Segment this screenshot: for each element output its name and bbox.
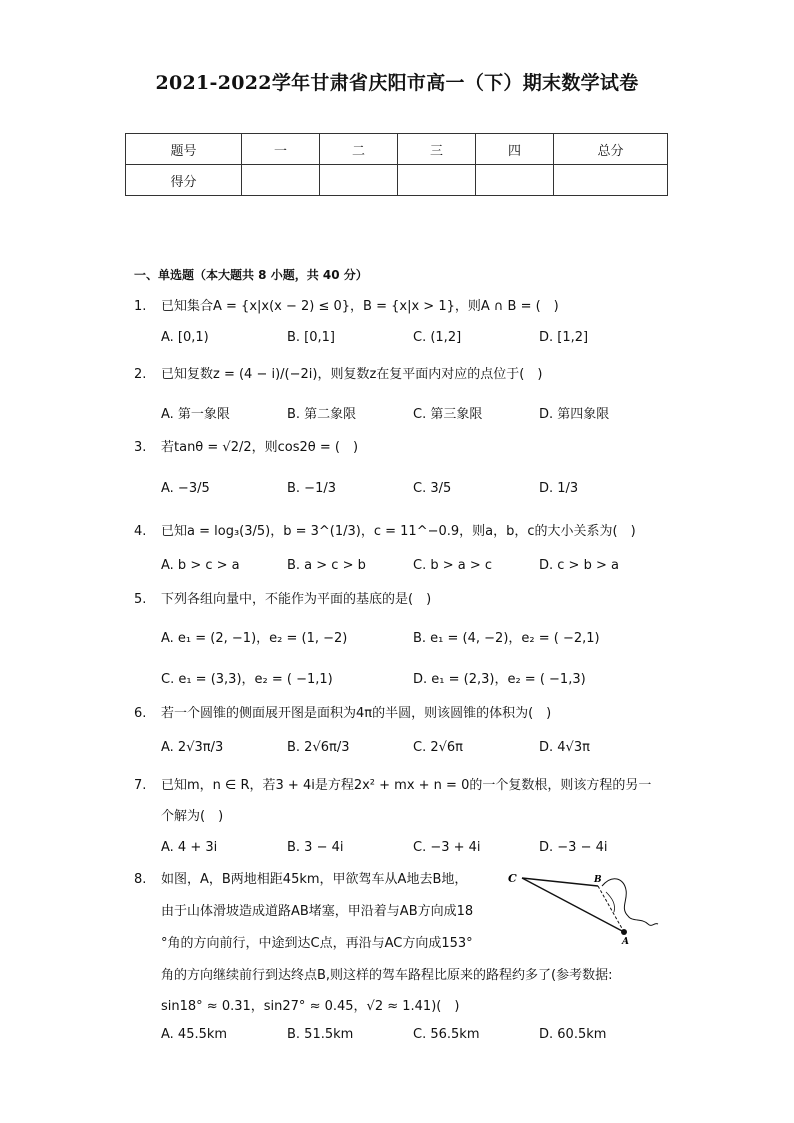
question-number: 3. xyxy=(134,440,147,455)
question-stem: 已知复数z = (4 − i)/(−2i)，则复数z在复平面内对应的点位于( ) xyxy=(161,367,543,382)
question-7 xyxy=(134,776,651,796)
route-diagram xyxy=(502,866,662,946)
score-header-cell: 题号 xyxy=(126,134,242,165)
option-a: A. [0,1) xyxy=(161,330,209,345)
option-b: B. [0,1] xyxy=(287,330,336,345)
option-d: D. −3 − 4i xyxy=(539,840,608,855)
question-1 xyxy=(134,297,559,317)
mountain-detail xyxy=(606,892,615,912)
score-table-score-row xyxy=(126,165,668,196)
question-stem: 若tanθ = √2/2，则cos2θ = ( ) xyxy=(161,440,359,455)
option-a: A. 第一象限 xyxy=(161,407,230,422)
option-d: D. 第四象限 xyxy=(539,407,610,422)
score-cell xyxy=(398,165,476,196)
question-number: 8. xyxy=(134,872,147,887)
option-d: D. e₁ = (2,3)，e₂ = ( −1,3) xyxy=(413,672,586,687)
option-b: B. a > c > b xyxy=(287,558,366,573)
option-c: C. e₁ = (3,3)，e₂ = ( −1,1) xyxy=(161,672,333,687)
option-c: C. 2√6π xyxy=(413,740,463,755)
question-8-number xyxy=(134,870,161,890)
option-d: D. 60.5km xyxy=(539,1027,607,1042)
score-row-label: 得分 xyxy=(126,165,242,196)
exam-title: 2021-2022学年甘肃省庆阳市高一（下）期末数学试卷 xyxy=(155,72,639,94)
question-6 xyxy=(134,704,551,724)
option-b: B. e₁ = (4, −2)，e₂ = ( −2,1) xyxy=(413,631,600,646)
question-number: 6. xyxy=(134,706,147,721)
score-cell xyxy=(476,165,554,196)
question-3 xyxy=(134,438,358,458)
option-c: C. b > a > c xyxy=(413,558,493,573)
question-stem: 已知a = log₃(3/5)，b = 3^(1/3)，c = 11^−0.9，则a，b，c的大小关系为( ) xyxy=(161,524,636,539)
question-number: 5. xyxy=(134,592,147,607)
score-cell xyxy=(320,165,398,196)
score-header-cell: 四 xyxy=(476,134,554,165)
option-c: C. 56.5km xyxy=(413,1027,480,1042)
question-stem: 已知集合A = {x|x(x − 2) ≤ 0}，B = {x|x > 1}，则A ∩ B = ( ) xyxy=(161,299,559,314)
score-table xyxy=(125,133,668,196)
score-header-cell: 三 xyxy=(398,134,476,165)
option-d: D. 1/3 xyxy=(539,481,579,496)
label-b: B xyxy=(594,875,602,885)
option-b: B. 第二象限 xyxy=(287,407,357,422)
option-c: C. −3 + 4i xyxy=(413,840,481,855)
point-a xyxy=(621,929,627,935)
question-number: 2. xyxy=(134,367,147,382)
option-b: B. −1/3 xyxy=(287,481,336,496)
question-2 xyxy=(134,365,542,385)
score-header-cell: 二 xyxy=(320,134,398,165)
score-cell xyxy=(242,165,320,196)
label-a: A xyxy=(622,937,629,946)
option-b: B. 2√6π/3 xyxy=(287,740,350,755)
question-8-line: 角的方向继续前行到达终点B,则这样的驾车路程比原来的路程约多了(参考数据: xyxy=(161,968,613,983)
option-a: A. 4 + 3i xyxy=(161,840,218,855)
question-8-line: °角的方向前行，中途到达C点，再沿与AC方向成153° xyxy=(161,936,473,951)
option-a: A. b > c > a xyxy=(161,558,240,573)
option-a: A. e₁ = (2, −1)，e₂ = (1, −2) xyxy=(161,631,348,646)
question-5 xyxy=(134,590,431,610)
option-c: C. (1,2] xyxy=(413,330,462,345)
question-4 xyxy=(134,522,636,542)
option-b: B. 51.5km xyxy=(287,1027,354,1042)
score-cell xyxy=(554,165,668,196)
mountain-outline xyxy=(602,879,658,926)
question-8-line: 如图，A，B两地相距45km，甲欲驾车从A地去B地， xyxy=(161,872,468,887)
score-table-header-row xyxy=(126,134,668,165)
option-c: C. 3/5 xyxy=(413,481,452,496)
question-stem: 若一个圆锥的侧面展开图是面积为4π的半圆，则该圆锥的体积为( ) xyxy=(161,706,552,721)
question-number: 4. xyxy=(134,524,147,539)
question-stem: 下列各组向量中，不能作为平面的基底的是( ) xyxy=(161,592,432,607)
question-stem: 已知m，n ∈ R，若3 + 4i是方程2x² + mx + n = 0的一个复数根，则该方程的另一 xyxy=(161,778,652,793)
question-8-line: 由于山体滑坡造成道路AB堵塞，甲沿着与AB方向成18 xyxy=(161,904,474,919)
score-header-cell: 一 xyxy=(242,134,320,165)
option-a: A. 2√3π/3 xyxy=(161,740,224,755)
question-8-line: sin18° ≈ 0.31，sin27° ≈ 0.45，√2 ≈ 1.41)( ) xyxy=(161,999,460,1014)
option-d: D. c > b > a xyxy=(539,558,619,573)
option-a: A. 45.5km xyxy=(161,1027,228,1042)
option-a: A. −3/5 xyxy=(161,481,210,496)
score-header-cell: 总分 xyxy=(554,134,668,165)
question-number: 1. xyxy=(134,299,147,314)
question-number: 7. xyxy=(134,778,147,793)
option-d: D. [1,2] xyxy=(539,330,589,345)
label-c: C xyxy=(508,872,517,885)
option-b: B. 3 − 4i xyxy=(287,840,344,855)
question-7-continuation: 个解为( ) xyxy=(161,809,224,824)
option-d: D. 4√3π xyxy=(539,740,590,755)
option-c: C. 第三象限 xyxy=(413,407,483,422)
section-heading: 一、单选题（本大题共 8 小题，共 40 分） xyxy=(134,268,368,282)
